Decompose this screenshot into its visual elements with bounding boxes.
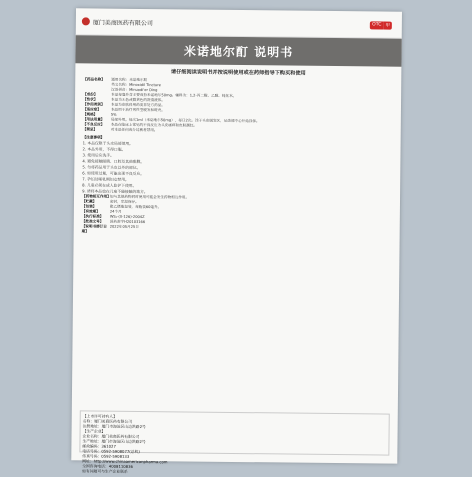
other-fields	[74, 194, 400, 237]
field-value: 本品在临床上常见的不良反应为头皮瘙痒和皮肤潮红。	[110, 122, 198, 128]
field-value: 局部外用。每次1ml（米诺地尔50mg），每日2次。涂于头皮脱发区，从患部中心开始涂抹。	[110, 117, 260, 124]
footer-line: 如有问题可与生产企业联系	[82, 468, 128, 474]
otc-badge	[370, 21, 392, 29]
caution-item: 5. 勿将药品用于头皮以外的部位。	[82, 164, 141, 170]
field-value: 英文名称：Minoxidil Tincture	[111, 82, 161, 88]
cautions	[74, 135, 401, 197]
field-key: 【成份】	[83, 92, 98, 97]
footer	[79, 410, 389, 474]
title-band	[75, 35, 401, 66]
fields	[75, 77, 402, 135]
caution-item: 9. 请将本品放在儿童不能接触的地方。	[82, 188, 148, 195]
field-key: 【作用类别】	[82, 102, 105, 107]
field-value: 本品为无色或微黄色的澄清液体。	[111, 97, 165, 103]
footer-line: 电话号码：0592-5908077(总机)	[82, 448, 140, 454]
caution-header: 【注意事项】	[82, 135, 105, 140]
caution-item: 7. 孕妇及哺乳期妇女禁用。	[82, 176, 129, 182]
caution-item: 6. 如使用过量，可能出现不良反应。	[82, 170, 145, 177]
footer-line: 名称：厦门美商医药有限公司	[82, 418, 133, 424]
field-key: 【批准文号】	[81, 219, 104, 224]
notice: 请仔细阅读说明书并按说明使用或在药师指导下购买和使用	[170, 69, 306, 77]
field-key: 【说明书修订日期】	[81, 224, 107, 234]
brand-name: 厦门美商医药有限公司	[92, 18, 153, 27]
brand-logo-icon	[82, 17, 90, 25]
field-value: 本品为皮肤科用药类非处方药品。	[110, 102, 165, 108]
leaflet	[71, 8, 402, 474]
otc-left: OTC	[370, 21, 383, 29]
page-title: 米诺地尔酊 说明书	[183, 43, 294, 60]
field-value: 对本品任何成分过敏者禁用。	[110, 127, 158, 133]
footer-line: 邮政编码：361027	[82, 443, 116, 449]
field-value: 密封，室温保存。	[109, 199, 139, 204]
footer-line: 【上市许可持有人】	[82, 413, 117, 419]
field-key: 【有效期】	[81, 209, 100, 214]
field-key: 【不良反应】	[82, 122, 105, 127]
field-value: 本品用于治疗男性型脱发和斑秃。	[110, 107, 165, 113]
field-row	[82, 224, 392, 237]
field-value: 国药准字H20103166	[109, 219, 146, 225]
field-value: 汉语拼音：Minuodi'er Ding	[111, 87, 158, 93]
otc-right: 甲	[383, 22, 392, 30]
brand-strip	[76, 8, 402, 38]
field-key: 【禁忌】	[82, 127, 98, 132]
field-key: 【适应症】	[82, 107, 101, 112]
field-key: 【执行标准】	[81, 214, 104, 219]
field-value: 5%	[110, 112, 117, 117]
field-key: 【贮藏】	[81, 199, 97, 204]
caution-item: 8. 儿童必须在成人监护下使用。	[82, 182, 137, 188]
caution-item: 1. 本品仅限于头皮局部使用。	[82, 140, 134, 146]
field-value: WS₁-(X-126)-2004Z	[109, 214, 145, 220]
field-key: 【规格】	[82, 112, 98, 117]
field-key: 【药物相互作用】	[82, 194, 111, 199]
footer-line: 网址：http://www.chinaamericanpharma.com	[82, 458, 168, 465]
footer-line: 全国咨询电话：4008110836	[82, 463, 133, 469]
footer-line: 【生产企业】	[82, 428, 106, 434]
field-key: 【药品名称】	[83, 77, 105, 82]
caution-item: 4. 避免接触眼睛、口腔及其他黏膜。	[82, 158, 145, 165]
footer-line: 生产地址：厦门市海沧区山边洪路2号	[82, 438, 146, 445]
footer-line: 企业名称：厦门美商医药有限公司	[82, 433, 140, 439]
footer-line: 注册地址：厦门市海沧区山边洪路2号	[82, 423, 146, 430]
field-value: 本品每毫升含主要成份米诺地尔50mg。辅料为：1,2-丙二醇、乙醇、纯化水。	[111, 92, 237, 98]
field-key: 【包装】	[81, 204, 97, 209]
field-key: 【用法用量】	[82, 117, 105, 122]
field-value: 24个月	[109, 209, 122, 214]
footer-line: 传真号码：0592-5908133	[82, 453, 130, 459]
field-value: 通用名称：米诺地尔酊	[111, 77, 148, 83]
field-value: 2022年05月25日	[109, 224, 139, 229]
brand	[82, 17, 153, 27]
field-value: 如与其他药物同时使用可能会发生药物相互作用。	[110, 194, 190, 200]
caution-item: 3. 使用后应洗手。	[82, 152, 114, 158]
field-value: 聚乙烯瓶包装，每瓶装60毫升。	[109, 204, 162, 210]
field-key: 【性状】	[83, 97, 98, 102]
caution-item: 2. 本品外用，不得口服。	[82, 146, 126, 152]
